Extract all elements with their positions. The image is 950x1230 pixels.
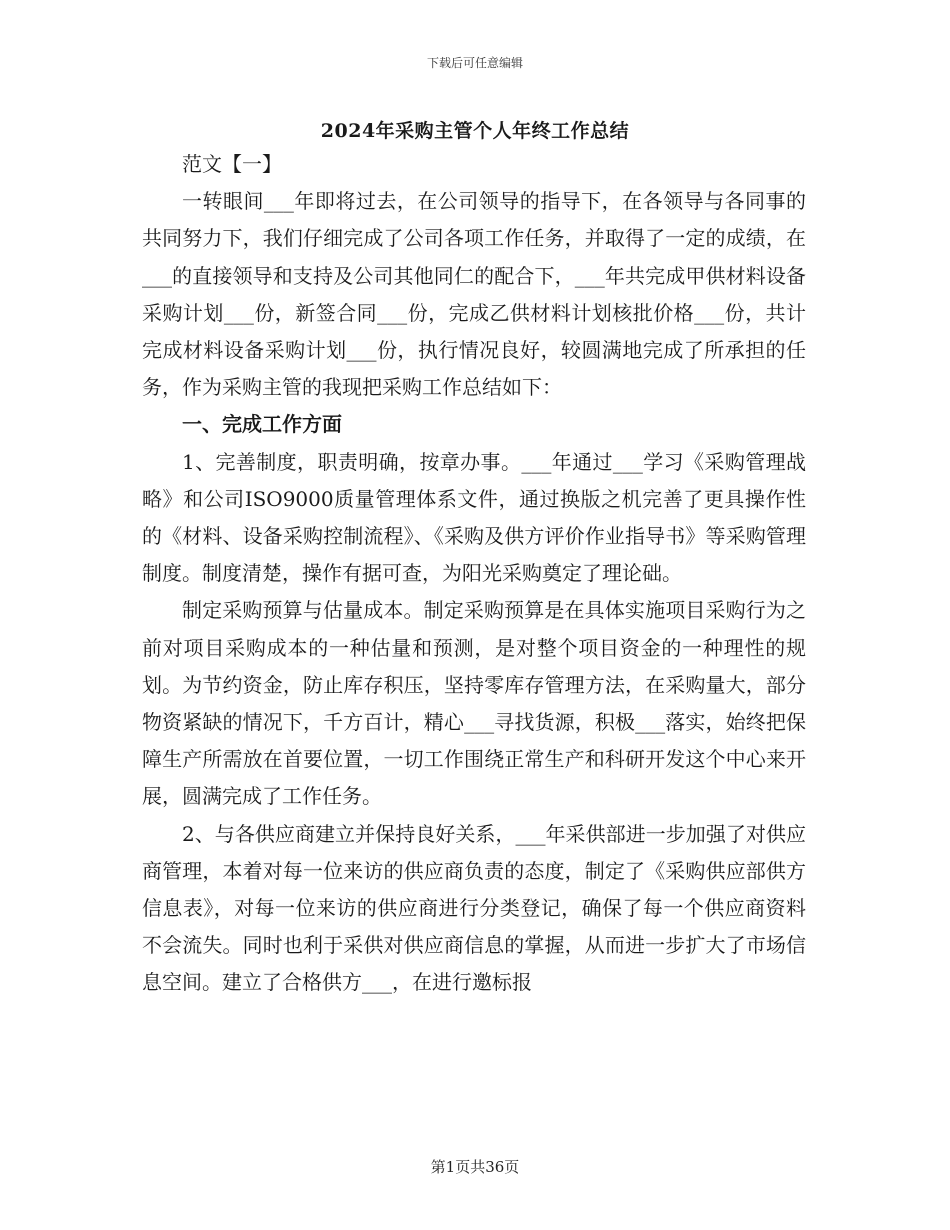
page-header: 下载后可任意编辑 [426, 56, 523, 70]
document-body [142, 146, 806, 1002]
paragraph-item-1: 1、完善制度，职责明确，按章办事。___年通过___学习《采购管理战略》和公司ISO9000质量管理体系文件，通过换版之机完善了更具操作性的《材料、设备采购控制流程》、《采购及供方评价作业指导书》等采购管理制度。制度清楚，操作有据可查，为阳光采购奠定了理论础。 [142, 449, 806, 586]
section-heading: 一、完成工作方面 [182, 412, 342, 437]
paragraph-budget: 制定采购预算与估量成本。制定采购预算是在具体实施项目采购行为之前对项目采购成本的一种估量和预测，是对整个项目资金的一种理性的规划。为节约资金，防止库存积压，坚持零库存管理方法，在采购量大，部分物资紧缺的情况下，千方百计，精心___寻找货源，积极___落实，始终把保障生产所需放在首要位置，一切工作围绕正常生产和科研开发这个中心来开展，圆满完成了工作任务。 [142, 598, 806, 809]
document-title: 2024年采购主管个人年终工作总结 [320, 120, 630, 142]
paragraph-intro: 一转眼间___年即将过去，在公司领导的指导下，在各领导与各同事的共同努力下，我们仔细完成了公司各项工作任务，并取得了一定的成绩，在___的直接领导和支持及公司其他同仁的配合下，___年共完成甲供材料设备采购计划___份，新签合同___份，完成乙供材料计划核批价格___份，共计完成材料设备采购计划___份，执行情况良好，较圆满地完成了所承担的任务，作为采购主管的我现把采购工作总结如下： [142, 189, 806, 400]
paragraph-item-2: 2、与各供应商建立并保持良好关系，___年采供部进一步加强了对供应商管理，本着对每一位来访的供应商负责的态度，制定了《采购供应部供方信息表》，对每一位来访的供应商进行分类登记，确保了每一个供应商资料不会流失。同时也利于采供对供应商信息的掌握，从而进一步扩大了市场信息空间。建立了合格供方___，在进行邀标报 [142, 821, 806, 995]
page-footer: 第1页共36页 [430, 1158, 520, 1176]
paragraph-sample-label: 范文【一】 [182, 152, 282, 176]
